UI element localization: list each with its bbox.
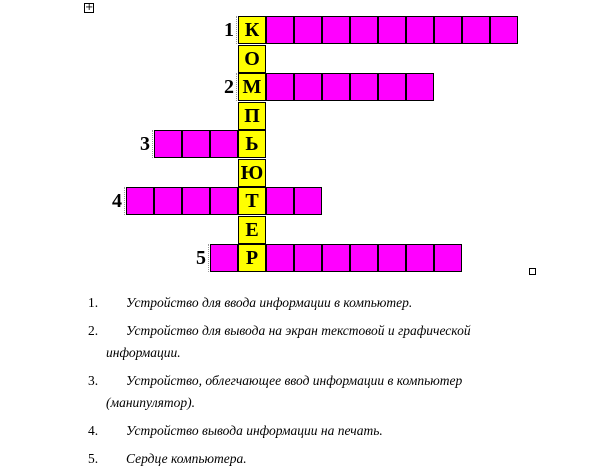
table-resize-handle[interactable] xyxy=(529,268,536,275)
table-move-handle[interactable]: + xyxy=(85,2,94,13)
answer-cell[interactable] xyxy=(490,16,518,44)
clue-text: Устройство, облегчающее ввод информации в компьютер xyxy=(126,373,463,388)
row-number-label: 2 xyxy=(224,76,234,98)
answer-cell[interactable] xyxy=(294,73,322,101)
answer-cell[interactable] xyxy=(154,187,182,215)
answer-cell[interactable] xyxy=(406,16,434,44)
cell-divider xyxy=(236,16,237,44)
answer-cell[interactable] xyxy=(266,73,294,101)
answer-cell[interactable] xyxy=(434,244,462,272)
answer-cell[interactable] xyxy=(210,187,238,215)
clue-item xyxy=(88,420,568,442)
key-letter-cell: Т xyxy=(238,187,266,215)
key-letter-cell: Р xyxy=(238,244,266,272)
answer-cell[interactable] xyxy=(462,16,490,44)
cell-divider xyxy=(208,244,209,272)
answer-cell[interactable] xyxy=(182,130,210,158)
clue-item xyxy=(88,370,568,414)
answer-cell[interactable] xyxy=(378,73,406,101)
answer-cell[interactable] xyxy=(154,130,182,158)
answer-cell[interactable] xyxy=(210,244,238,272)
answer-cell[interactable] xyxy=(322,16,350,44)
key-letter-cell: Ь xyxy=(238,130,266,158)
answer-cell[interactable] xyxy=(434,16,462,44)
clue-text: Сердце компьютера. xyxy=(126,451,247,466)
clue-item xyxy=(88,448,568,470)
clue-item xyxy=(88,292,568,314)
answer-cell[interactable] xyxy=(350,16,378,44)
answer-cell[interactable] xyxy=(126,187,154,215)
row-number-label: 5 xyxy=(196,247,206,269)
key-letter-cell: П xyxy=(238,102,266,130)
key-letter-cell: Е xyxy=(238,216,266,244)
answer-cell[interactable] xyxy=(322,73,350,101)
answer-cell[interactable] xyxy=(182,187,210,215)
clue-text-continued: информации. xyxy=(106,345,181,360)
clue-item xyxy=(88,320,568,364)
clue-number: 5. xyxy=(88,451,99,466)
key-letter-cell: Ю xyxy=(238,159,266,187)
answer-cell[interactable] xyxy=(406,244,434,272)
answer-cell[interactable] xyxy=(266,244,294,272)
cell-divider xyxy=(236,73,237,101)
clue-text: Устройство для ввода информации в компьютер. xyxy=(126,295,413,310)
answer-cell[interactable] xyxy=(294,244,322,272)
clue-text: Устройство для вывода на экран текстовой и графической xyxy=(126,323,471,338)
key-letter-cell: К xyxy=(238,16,266,44)
answer-cell[interactable] xyxy=(210,130,238,158)
answer-cell[interactable] xyxy=(406,73,434,101)
answer-cell[interactable] xyxy=(266,16,294,44)
key-letter-cell: О xyxy=(238,45,266,73)
answer-cell[interactable] xyxy=(378,16,406,44)
answer-cell[interactable] xyxy=(266,187,294,215)
clue-number: 1. xyxy=(88,295,99,310)
cell-divider xyxy=(124,187,125,215)
answer-cell[interactable] xyxy=(378,244,406,272)
clue-text: Устройство вывода информации на печать. xyxy=(126,423,383,438)
answer-cell[interactable] xyxy=(350,73,378,101)
answer-cell[interactable] xyxy=(350,244,378,272)
clue-number: 4. xyxy=(88,423,99,438)
row-number-label: 3 xyxy=(140,133,150,155)
clue-list xyxy=(88,292,568,476)
row-number-label: 4 xyxy=(112,190,122,212)
key-letter-cell: М xyxy=(238,73,266,101)
answer-cell[interactable] xyxy=(294,16,322,44)
answer-cell[interactable] xyxy=(322,244,350,272)
clue-number: 2. xyxy=(88,323,99,338)
answer-cell[interactable] xyxy=(294,187,322,215)
row-number-label: 1 xyxy=(224,19,234,41)
clue-number: 3. xyxy=(88,373,99,388)
cell-divider xyxy=(152,130,153,158)
clue-text-continued: (манипулятор). xyxy=(106,395,195,410)
